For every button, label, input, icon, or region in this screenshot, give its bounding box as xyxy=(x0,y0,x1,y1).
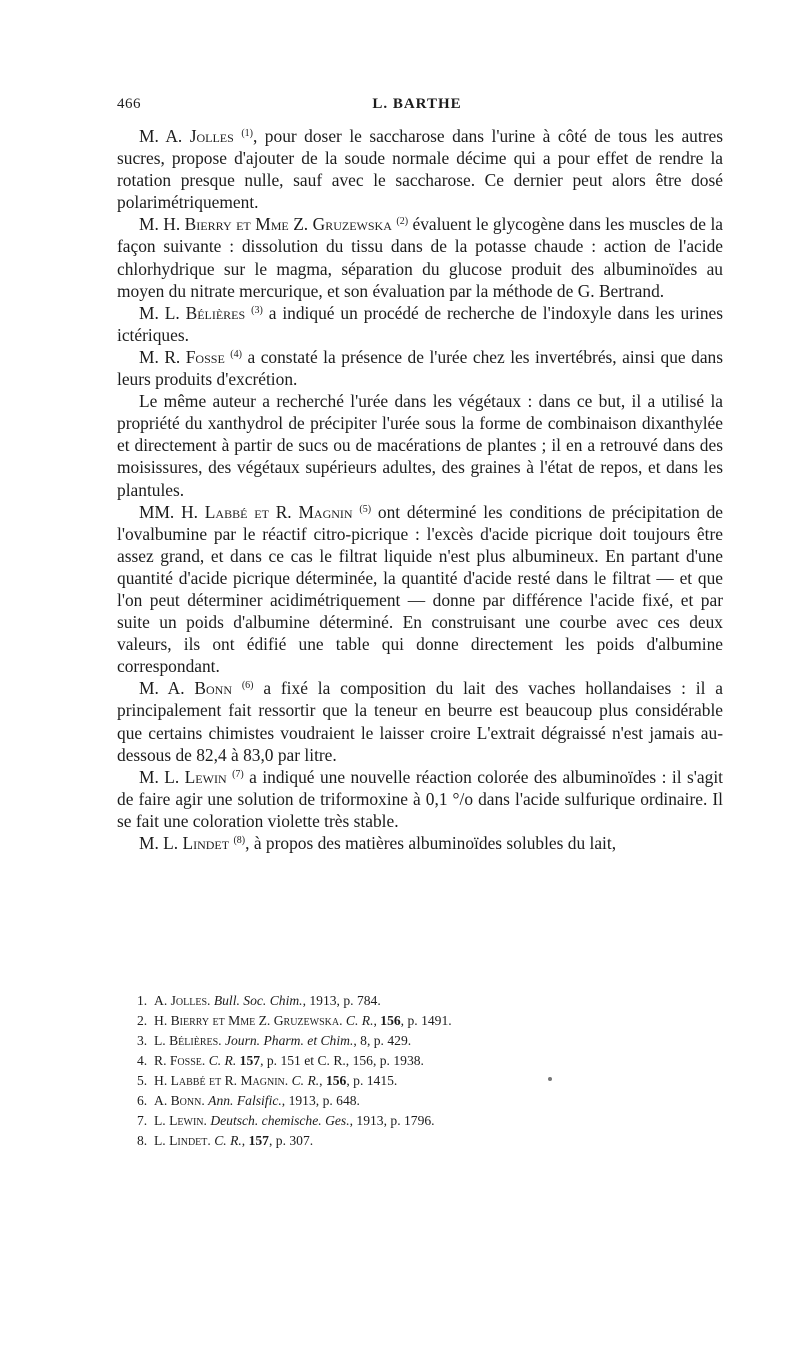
footnote-rest: , p. 307. xyxy=(268,1133,314,1148)
footnote-ref: (4) xyxy=(230,348,242,360)
paragraph-labbe-magnin xyxy=(117,501,723,678)
footnote-ref: (6) xyxy=(241,680,254,692)
body-text xyxy=(117,125,723,854)
page-header xyxy=(117,96,717,118)
footnotes xyxy=(137,991,697,1151)
footnote-8: 8. L. Lindet. C. R., 157, p. 307. xyxy=(137,1131,697,1151)
footnote-source: C. R. xyxy=(208,1053,237,1068)
footnote-number: 6. xyxy=(137,1093,148,1108)
footnote-ref: (5) xyxy=(359,503,372,515)
paragraph-bonn xyxy=(117,677,723,765)
footnote-number: 5. xyxy=(137,1073,148,1088)
footnote-source: Deutsch. chemische. Ges. xyxy=(210,1113,350,1128)
footnote-ref: (7) xyxy=(232,768,244,780)
paragraph-bierry xyxy=(117,213,723,301)
footnote-6 xyxy=(137,1091,697,1111)
footnote-rest: , 1913, p. 648. xyxy=(281,1093,360,1108)
paragraph-text: a constaté la présence de l'urée chez les invertébrés, ainsi que dans leurs produits d'excrétion. xyxy=(117,346,723,390)
paragraph-text: ont déterminé les conditions de précipitation de l'ovalbumine par le réactif citro-picrique : l'excès d'acide picrique doit toujours être assez grand, et dans ce cas le filtrat liquide n'est plus albumineux. En partant d'une quantité d'acide picrique déterminée, la quantité d'acide resté dans le filtrat — et que l'on peut déterminer acidimétriquement — donne par différence l'acide fixé, et par suite un poids d'albumine déterminé. En construisant une courbe avec ces deux valeurs, ils ont édifié une table qui donne directement les poids d'albumine correspondant. xyxy=(117,501,723,677)
footnote-3 xyxy=(137,1031,697,1051)
paragraph-belieres xyxy=(117,302,723,346)
paragraph-text: a fixé la composition du lait des vaches hollandaises : il a principalement fait ressortir que la teneur en beurre est beaucoup plus considérable que certains chimistes voudraient le laisser croire L'extrait dégraissé n'est jamais au-dessous de 82,4 à 83,0 par litre. xyxy=(117,678,723,765)
paragraph-text: Le même auteur a recherché l'urée dans les végétaux : dans ce but, il a utilisé la propriété du xanthydrol de précipiter l'urée sous la forme de combinaison dixanthylée et directement à partir de sucs ou de macérations de plantes ; il en a retrouvé dans des moisissures, des végétaux supérieurs adultes, des graines à l'état de repos, et dans les plantules. xyxy=(117,391,723,500)
footnote-rest: , 1913, p. 1796. xyxy=(349,1113,435,1128)
stray-ink-dot xyxy=(548,1077,552,1081)
footnote-author: L. Bélières. xyxy=(154,1033,222,1048)
footnote-volume: 157 xyxy=(248,1133,269,1148)
footnote-source: Journ. Pharm. et Chim. xyxy=(224,1033,354,1048)
paragraph-text: a indiqué une nouvelle réaction colorée des albuminoïdes : il s'agit de faire agir une solution de triformoxine à 0,1 °/o dans l'acide sulfurique ordinaire. Il se fait une coloration violette très stable. xyxy=(117,766,723,831)
author-name: M. L. Bélières xyxy=(139,302,246,323)
footnote-volume: 156 xyxy=(325,1073,347,1088)
author-name: M. A. Bonn xyxy=(139,678,233,699)
footnote-rest: , 1913, p. 784. xyxy=(302,993,381,1008)
paragraph-uree-vegetaux xyxy=(117,390,723,500)
footnote-rest: , 8, p. 429. xyxy=(353,1033,412,1048)
author-name: MM. H. Labbé et R. Magnin xyxy=(139,501,353,522)
paragraph-text: a indiqué un procédé de recherche de l'indoxyle dans les urines ictériques. xyxy=(117,302,724,345)
footnote-source: Ann. Falsific. xyxy=(208,1093,282,1108)
footnote-7 xyxy=(137,1111,697,1131)
footnote-volume: 156 xyxy=(380,1013,401,1028)
running-head: L. BARTHE xyxy=(372,96,462,112)
footnote-author: H. Bierry et Mme Z. Gruzewska. xyxy=(154,1013,343,1028)
footnote-ref: (1) xyxy=(241,128,253,139)
footnote-number: 1. xyxy=(137,993,148,1008)
author-name: M. L. Lindet xyxy=(139,833,230,853)
footnote-rest: , p. 1491. xyxy=(400,1013,452,1028)
footnote-rest: , p. 151 et C. R., 156, p. 1938. xyxy=(260,1053,424,1068)
footnote-author: L. Lewin. xyxy=(154,1113,207,1128)
footnote-rest: , p. 1415. xyxy=(346,1073,398,1088)
footnote-number: 3. xyxy=(137,1033,148,1048)
author-name: M. R. Fosse xyxy=(139,346,225,367)
footnote-4 xyxy=(137,1051,697,1071)
footnote-number: 4. xyxy=(137,1053,148,1068)
footnote-author: L. Lindet. xyxy=(154,1133,211,1148)
footnote-author: H. Labbé et R. Magnin. xyxy=(154,1073,289,1088)
footnote-2: 2. H. Bierry et Mme Z. Gruzewska. C. R., 156, p. 1491. xyxy=(137,1011,697,1031)
footnote-number: 8. xyxy=(137,1133,148,1148)
footnote-number: 2. xyxy=(137,1013,148,1028)
footnote-ref: (3) xyxy=(251,304,263,316)
footnote-ref: (2) xyxy=(396,216,409,228)
footnote-volume: 157 xyxy=(239,1053,261,1068)
footnote-number: 7. xyxy=(137,1113,148,1128)
footnote-source: C. R. xyxy=(214,1133,242,1148)
author-name: M. H. Bierry et Mme Z. Gruzewska xyxy=(139,214,392,235)
footnote-1 xyxy=(137,991,697,1011)
author-name: M. L. Lewin xyxy=(139,766,227,787)
paragraph-text: évaluent le glycogène dans les muscles de la façon suivante : dissolution du tissu dans de la potasse chaude : action de l'acide chlorhydrique sur le magma, séparation du glucose produit des albuminoïdes au moyen du nitrate mercurique, et son évaluation par la méthode de G. Bertrand. xyxy=(117,214,723,301)
paragraph-text: , pour doser le saccharose dans l'urine à côté de tous les autres sucres, propose d'ajouter de la soude normale décime qui a pour effet de rendre la rotation presque nulle, sauf avec le saccharose. Ce dernier peut alors être dosé polarimétriquement. xyxy=(117,126,723,213)
footnote-source: C. R. xyxy=(291,1073,320,1088)
page-number: 466 xyxy=(117,96,141,112)
footnote-source: Bull. Soc. Chim. xyxy=(213,993,303,1008)
paragraph-fosse xyxy=(117,346,723,390)
paragraph-lindet xyxy=(117,832,723,854)
footnote-author: R. Fosse. xyxy=(154,1053,206,1068)
footnote-ref: (8) xyxy=(233,835,246,846)
footnote-5: 5. H. Labbé et R. Magnin. C. R., 156, p. 1415. xyxy=(137,1071,697,1091)
paragraph-jolles xyxy=(117,125,723,213)
footnote-author: A. Bonn. xyxy=(154,1093,205,1108)
paragraph-text: , à propos des matières albuminoïdes solubles du lait, xyxy=(245,833,617,853)
footnote-author: A. Jolles. xyxy=(154,993,211,1008)
author-name: M. A. Jolles xyxy=(139,126,234,146)
footnote-source: C. R. xyxy=(345,1013,374,1028)
paragraph-lewin xyxy=(117,766,723,832)
